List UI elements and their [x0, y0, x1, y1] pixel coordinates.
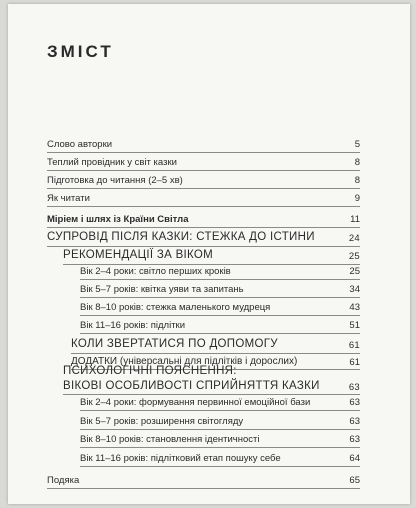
- toc-entry-label: РЕКОМЕНДАЦІЇ ЗА ВІКОМ: [63, 249, 214, 261]
- toc-entry-label: Міріем і шлях із Країни Світла: [47, 214, 189, 225]
- toc-entry-page: 9: [354, 193, 360, 204]
- toc-entry-page: 25: [348, 251, 360, 262]
- toc-entry[interactable]: [80, 267, 360, 280]
- toc-entry-page: 11: [350, 214, 360, 225]
- toc-entry[interactable]: [80, 398, 360, 411]
- toc-entry-label: СУПРОВІД ПІСЛЯ КАЗКИ: СТЕЖКА ДО ІСТИНИ: [47, 231, 315, 243]
- toc-entry-page: 24: [348, 233, 360, 244]
- book-page: [8, 4, 410, 504]
- toc-entry[interactable]: [71, 339, 360, 354]
- toc-entry[interactable]: [80, 454, 360, 467]
- toc-entry-page: 64: [349, 453, 360, 464]
- toc-entry-page: 5: [354, 139, 360, 150]
- toc-entry[interactable]: [63, 366, 360, 395]
- toc-entry-label: ДОДАТКИ (універсальні для підлітків і дорослих): [71, 356, 298, 367]
- toc-entry-label: Вік 2–4 роки: формування первинної емоційної бази: [80, 397, 311, 408]
- toc-entry[interactable]: [47, 140, 360, 153]
- toc-entry-label: Теплий провідник у світ казки: [47, 157, 177, 168]
- toc-entry[interactable]: [47, 215, 360, 228]
- toc-entry-label: Слово авторки: [47, 139, 113, 150]
- toc-entry[interactable]: [63, 250, 360, 265]
- toc-entry-label: Вік 11–16 років: підлітки: [80, 320, 186, 331]
- toc-entry-page: 25: [349, 266, 360, 277]
- toc-entry-label: КОЛИ ЗВЕРТАТИСЯ ПО ДОПОМОГУ: [71, 338, 278, 350]
- toc-entry[interactable]: [47, 194, 360, 207]
- toc-entry-label: Вік 8–10 років: становлення ідентичності: [80, 434, 260, 445]
- toc-entry-label: Вік 8–10 років: стежка маленького мудреця: [80, 302, 271, 313]
- toc-entry-label: Підготовка до читання (2–5 хв): [47, 175, 183, 186]
- toc-entry[interactable]: [80, 285, 360, 298]
- toc-entry-page: 34: [349, 284, 360, 295]
- toc-entry-label: Подяка: [47, 475, 80, 486]
- toc-entry-page: 61: [349, 356, 360, 368]
- toc-heading: ЗМІСТ: [47, 42, 114, 61]
- toc-entry[interactable]: [47, 476, 360, 489]
- toc-entry[interactable]: [80, 435, 360, 448]
- toc-entry-page: 63: [349, 416, 360, 427]
- toc-entry-label: Вік 5–7 років: розширення світогляду: [80, 416, 244, 427]
- toc-entry-page: 65: [349, 475, 360, 486]
- toc-entry-label: ВІКОВІ ОСОБЛИВОСТІ СПРИЙНЯТТЯ КАЗКИ: [63, 379, 320, 392]
- toc-entry-page: 43: [349, 302, 360, 313]
- toc-entry-page: 61: [348, 340, 360, 351]
- toc-entry[interactable]: [80, 321, 360, 334]
- toc-entry-page: 51: [349, 320, 360, 331]
- toc-entry[interactable]: [80, 303, 360, 316]
- toc-entry[interactable]: [47, 158, 360, 171]
- toc-entry[interactable]: [47, 232, 360, 247]
- toc-entry-label: Як читати: [47, 193, 90, 204]
- toc-entry-label: Вік 5–7 років: квітка уяви та запитань: [80, 284, 244, 295]
- toc-entry[interactable]: [47, 176, 360, 189]
- toc-entry-page: 8: [354, 157, 360, 168]
- toc-entry-page: 8: [354, 175, 360, 186]
- toc-entry-page: 63: [349, 397, 360, 408]
- toc-entry-page: 63: [349, 434, 360, 445]
- toc-entry-page: 63: [348, 381, 360, 393]
- table-of-contents: [8, 4, 410, 504]
- toc-entry-label: Вік 11–16 років: підлітковий етап пошуку себе: [80, 453, 281, 464]
- toc-entry-label: Вік 2–4 роки: світло перших кроків: [80, 266, 231, 277]
- toc-entry-label: ПСИХОЛОГІЧНІ ПОЯСНЕННЯ:: [63, 365, 237, 377]
- toc-entry[interactable]: [80, 417, 360, 430]
